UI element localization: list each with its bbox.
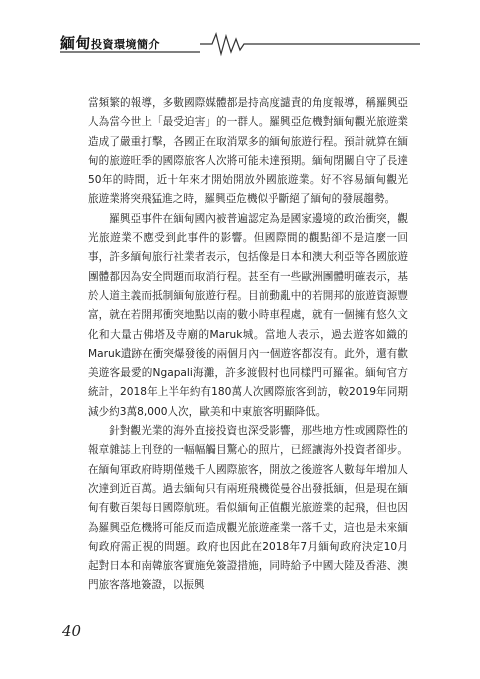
running-head-main: 緬甸 (60, 34, 92, 52)
paragraph-3: 針對觀光業的海外直接投資也深受影響，那些地方性或國際性的報章雜誌上刊登的一幅幅觸目驚心的照片，已經讓海外投資者卻步。在緬甸軍政府時期僅幾千人國際旅客，開放之後遊客人數每年增加人次達到近百萬。過去緬甸只有兩班飛機從曼谷出發抵緬，但是現在緬甸有數百架每日國際航班。看似緬甸正值觀光旅遊業的起飛，但也因為羅興亞危機將可能反而造成觀光旅遊產業一落千丈，這也是未來緬甸政府需正視的問題。政府也因此在2018年7月緬甸政府決定10月起對日本和南韓旅客實施免簽證措施，同時給予中國大陸及香港、澳門旅客落地簽證，以振興 (88, 425, 408, 592)
page-number: 40 (62, 622, 82, 640)
body-text (88, 94, 408, 596)
running-head-title (60, 32, 160, 53)
paragraph-1: 當頻繁的報導，多數國際媒體都是持高度譴責的角度報導，稱羅興亞人為當今世上「最受迫害」的一群人。羅興亞危機對緬甸觀光旅遊業造成了嚴重打擊，各國正在取消眾多的緬甸旅遊行程。預計就算在緬甸的旅遊旺季的國際旅客人次將可能未達預期。緬甸閉關自守了長達50年的時間，近十年來才開始開放外國旅遊業。好不容易緬甸觀光旅遊業將突飛猛進之時，羅興亞危機似乎斷絕了緬甸的發展趨勢。 (88, 97, 408, 206)
page-header (0, 30, 480, 58)
running-head-sub: 投資環境簡介 (91, 38, 161, 51)
paragraph-2: 羅興亞事件在緬甸國內被普遍認定為是國家邊境的政治衝突，觀光旅遊業不應受到此事件的影響。但國際間的觀點卻不是這麼一回事，許多緬甸旅行社業者表示，包括像是日本和澳大利亞等各國旅遊團體都因為安全問題而取消行程。甚至有一些歐洲團體明確表示，基於人道主義而抵制緬甸旅遊行程。目前動亂中的若開邦的旅遊資源豐富，就在若開邦衝突地點以南的數小時車程處，就有一個擁有悠久文化和大量古佛塔及寺廟的Maruk城。當地人表示，過去遊客如織的Maruk遺跡在衝突爆發後的兩個月內一個遊客都沒有。此外，還有歡美遊客最愛的Ngapali海灘，許多渡假村也同樣門可羅雀。緬甸官方統計，2018年上半年約有180萬人次國際旅客到訪，較2019年同期減少約3萬8,000人次，歐美和中東旅客明顯降低。 (88, 212, 408, 418)
